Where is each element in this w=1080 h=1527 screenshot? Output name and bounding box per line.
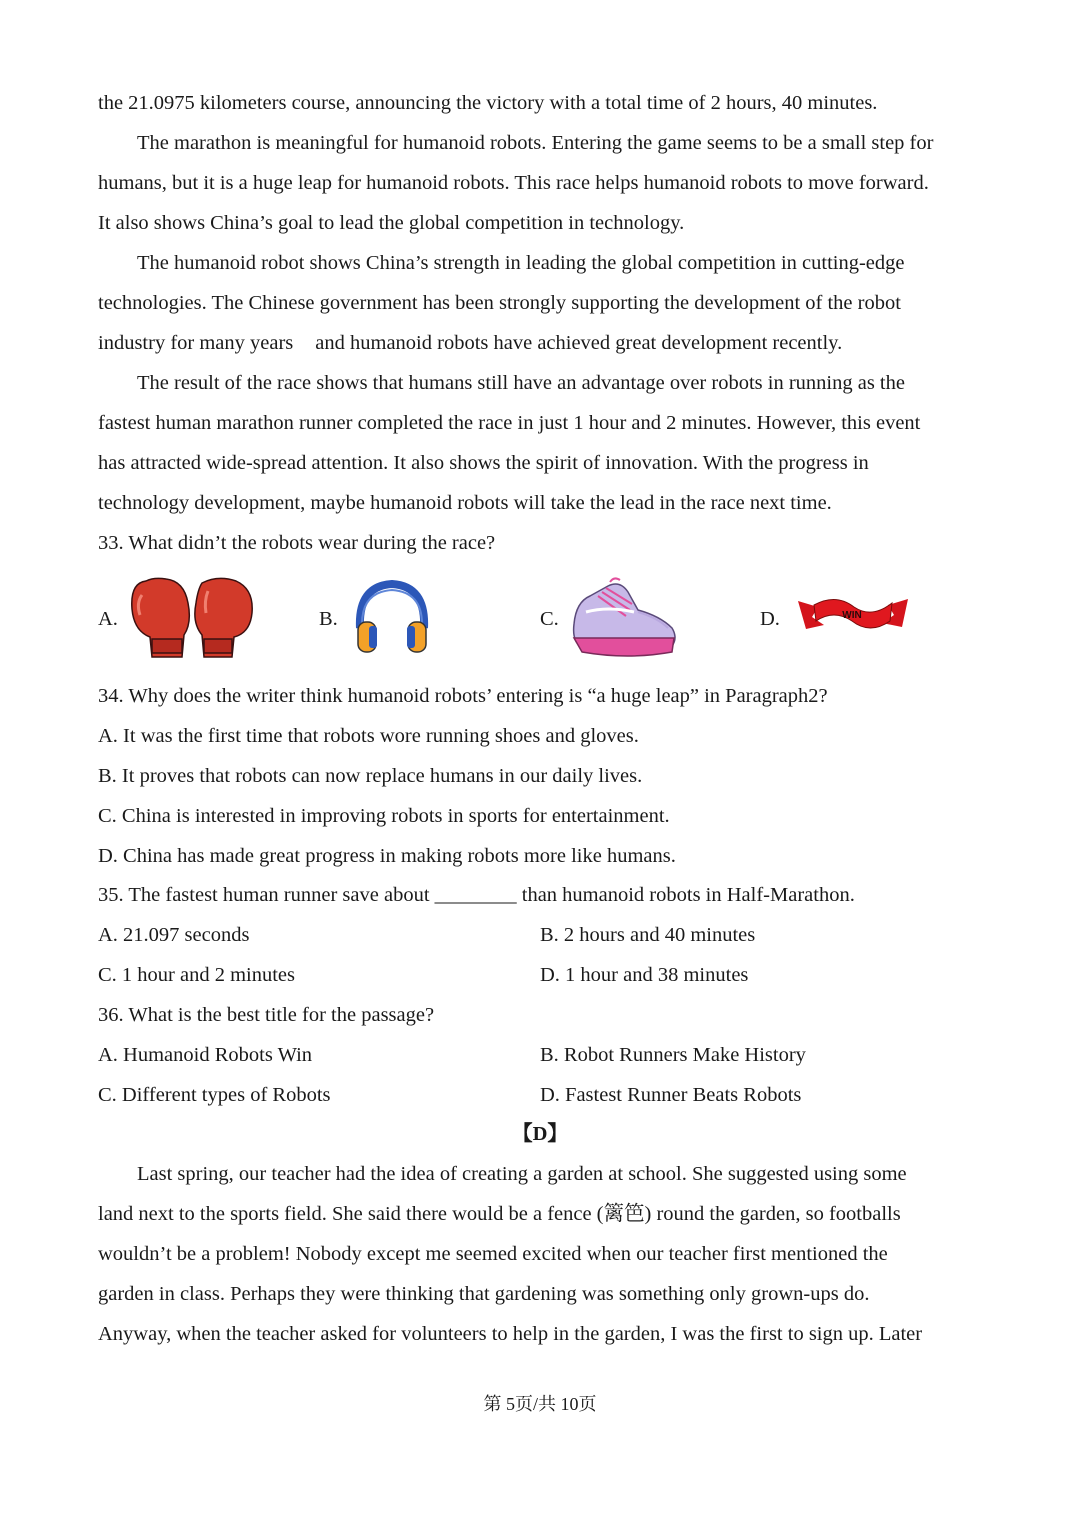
q35-option: C. 1 hour and 2 minutes [98,964,296,986]
question-36: 36. What is the best title for the passage? [98,1004,435,1026]
question-33: 33. What didn’t the robots wear during the race? [98,532,496,554]
passage-line: the 21.0975 kilometers course, announcing the victory with a total time of 2 hours, 40 minutes. [98,92,878,114]
passage-line: has attracted wide-spread attention. It also shows the spirit of innovation. With the progress in [98,452,869,474]
q33-option-b-label: B. [319,608,338,630]
q34-option: C. China is interested in improving robots in sports for entertainment. [98,805,670,827]
page-number: 第 5页/共 10页 [483,1394,597,1414]
ribbon-text: WIN [842,610,862,621]
q34-option: A. It was the first time that robots wore running shoes and gloves. [98,725,639,747]
passage-line: The marathon is meaningful for humanoid robots. Entering the game seems to be a small step for [137,132,934,154]
sneakers-icon [568,572,680,662]
q36-option: D. Fastest Runner Beats Robots [540,1084,802,1106]
boxing-gloves-icon [126,573,258,665]
q34-option: B. It proves that robots can now replace humans in our daily lives. [98,765,643,787]
passage-line: Last spring, our teacher had the idea of creating a garden at school. She suggested using some [137,1163,907,1185]
q34-option: D. China has made great progress in making robots more like humans. [98,845,676,867]
question-34: 34. Why does the writer think humanoid robots’ entering is “a huge leap” in Paragraph2? [98,685,828,707]
passage-line-part: and humanoid robots have achieved great development recently. [315,332,843,354]
passage-line: garden in class. Perhaps they were thinking that gardening was something only grown-ups do. [98,1283,870,1305]
q35-option: B. 2 hours and 40 minutes [540,924,756,946]
passage-line: fastest human marathon runner completed the race in just 1 hour and 2 minutes. However, this event [98,412,921,434]
section-heading: 【D】 [512,1123,568,1145]
passage-line: land next to the sports field. She said there would be a fence (篱笆) round the garden, so footballs [98,1203,901,1225]
passage-line-part: industry for many years [98,332,294,354]
passage-line: It also shows China’s goal to lead the global competition in technology. [98,212,685,234]
win-ribbon-icon [794,591,912,635]
passage-line: technologies. The Chinese government has been strongly supporting the development of the robot [98,292,901,314]
q36-option: B. Robot Runners Make History [540,1044,806,1066]
passage-line: wouldn’t be a problem! Nobody except me seemed excited when our teacher first mentioned the [98,1243,888,1265]
q35-option: A. 21.097 seconds [98,924,250,946]
q36-option: C. Different types of Robots [98,1084,331,1106]
passage-line: The humanoid robot shows China’s strength in leading the global competition in cutting-edge [137,252,905,274]
q33-option-c-label: C. [540,608,559,630]
passage-line: humans, but it is a huge leap for humanoid robots. This race helps humanoid robots to move forward. [98,172,929,194]
passage-line: The result of the race shows that humans still have an advantage over robots in running as the [137,372,905,394]
passage-line [98,329,998,357]
passage-line: Anyway, when the teacher asked for volunteers to help in the garden, I was the first to sign up. Later [98,1323,923,1345]
q33-option-a-label: A. [98,608,118,630]
q33-option-d-label: D. [760,608,780,630]
headphones-icon [352,578,432,658]
question-35: 35. The fastest human runner save about ________ than humanoid robots in Half-Marathon. [98,884,855,906]
q36-option: A. Humanoid Robots Win [98,1044,313,1066]
q35-option: D. 1 hour and 38 minutes [540,964,749,986]
passage-line: technology development, maybe humanoid robots will take the lead in the race next time. [98,492,832,514]
